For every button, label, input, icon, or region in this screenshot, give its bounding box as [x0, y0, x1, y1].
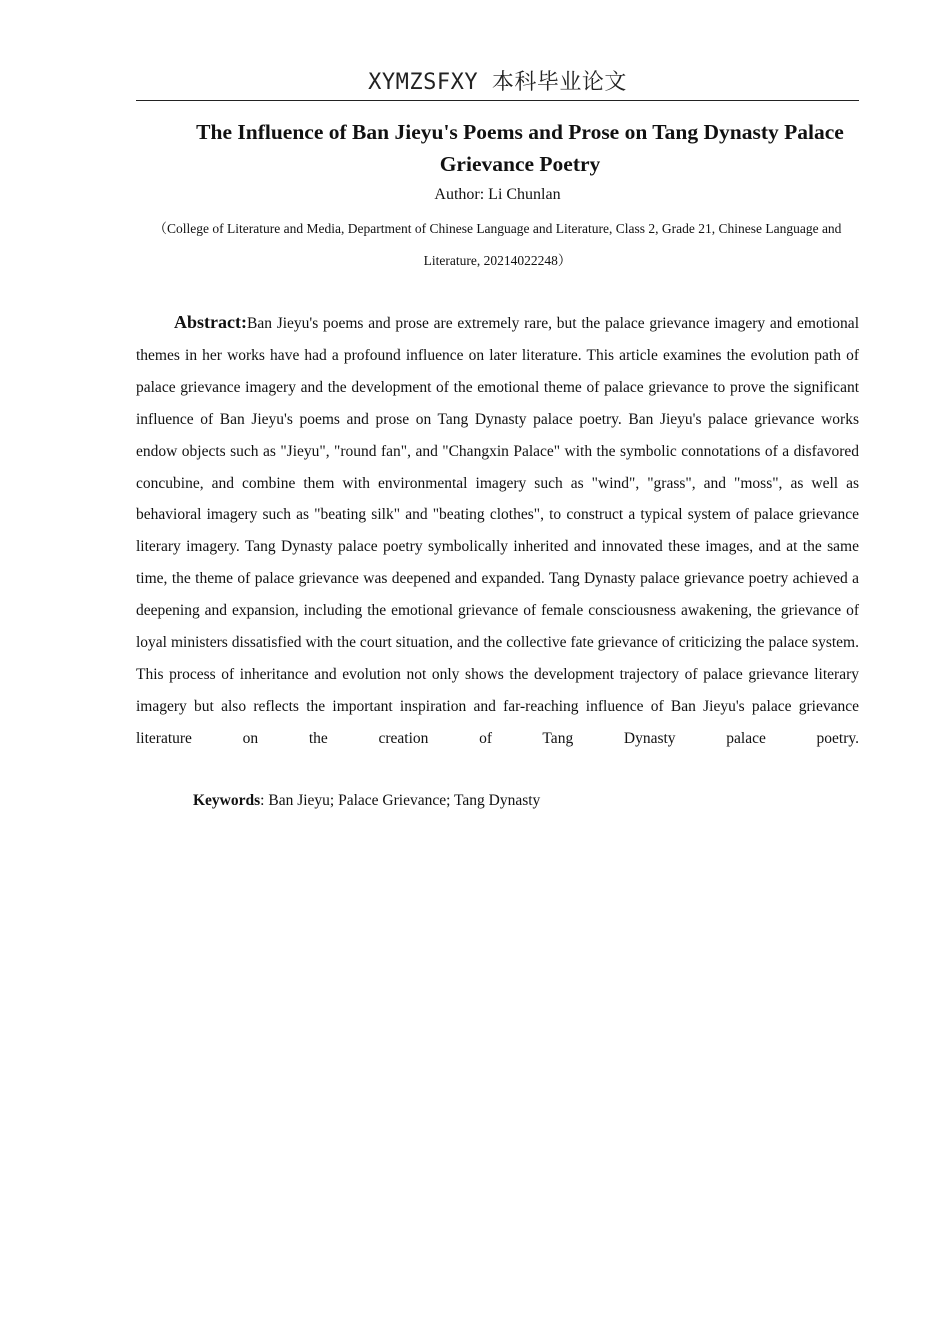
author-affiliation: （College of Literature and Media, Department of Chinese Language and Literature, Class 2, Grade 21, Chinese Language and Literature, 20214022248）	[153, 221, 842, 268]
keywords-text: : Ban Jieyu; Palace Grievance; Tang Dynasty	[260, 792, 541, 809]
header-divider	[136, 100, 859, 101]
abstract-paragraph	[136, 307, 859, 755]
author-line: Author: Li Chunlan	[434, 186, 561, 203]
paper-title: The Influence of Ban Jieyu's Poems and Prose on Tang Dynasty Palace Grievance Poetry	[196, 120, 844, 176]
abstract-label: Abstract:	[174, 312, 247, 332]
abstract-text: Ban Jieyu's poems and prose are extremely rare, but the palace grievance imagery and emotional themes in her works have had a profound influence on later literature. This article examines the evolution path of palace grievance imagery and the development of the emotional theme of palace grievance to prove the significant influence of Ban Jieyu's poems and prose on Tang Dynasty palace poetry. Ban Jieyu's palace grievance works endow objects such as "Jieyu", "round fan", and "Changxin Palace" with the symbolic connotations of a disfavored concubine, and combine them with environmental imagery such as "wind", "grass", and "moss", as well as behavioral imagery such as "beating silk" and "beating clothes", to construct a typical system of palace grievance literary imagery. Tang Dynasty palace poetry symbolically inherited and innovated these images, and at the same time, the theme of palace grievance was deepened and expanded. Tang Dynasty palace grievance poetry achieved a deepening and expansion, including the emotional grievance of female consciousness awakening, the grievance of loyal ministers dissatisfied with the court situation, and the collective fate grievance of criticizing the palace system. This process of inheritance and evolution not only shows the development trajectory of palace grievance literary imagery but also reflects the important inspiration and far-reaching influence of Ban Jieyu's palace grievance literature on the creation of Tang Dynasty palace poetry.	[136, 315, 859, 747]
keywords-label: Keywords	[193, 792, 261, 809]
running-header: XYMZSFXY 本科毕业论文	[368, 70, 627, 95]
keywords-line	[193, 789, 859, 813]
